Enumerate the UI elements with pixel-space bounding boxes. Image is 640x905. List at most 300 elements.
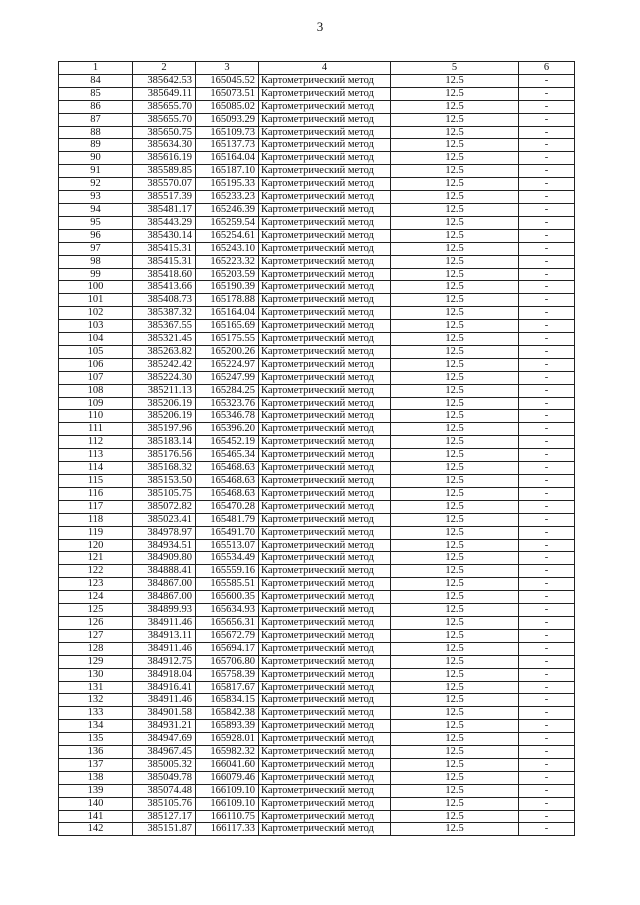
cell-point-number: 99 bbox=[59, 268, 133, 281]
table-row bbox=[59, 552, 575, 565]
table-row bbox=[59, 733, 575, 746]
cell-note: - bbox=[519, 87, 575, 100]
cell-note: - bbox=[519, 784, 575, 797]
cell-y-coordinate: 165893.39 bbox=[196, 720, 259, 733]
cell-point-number: 89 bbox=[59, 139, 133, 152]
cell-note: - bbox=[519, 604, 575, 617]
cell-point-number: 109 bbox=[59, 397, 133, 410]
table-row bbox=[59, 358, 575, 371]
cell-y-coordinate: 165243.10 bbox=[196, 242, 259, 255]
cell-x-coordinate: 384867.00 bbox=[133, 578, 196, 591]
cell-point-number: 127 bbox=[59, 629, 133, 642]
cell-accuracy: 12.5 bbox=[391, 100, 519, 113]
cell-y-coordinate: 165585.51 bbox=[196, 578, 259, 591]
table-row bbox=[59, 74, 575, 87]
cell-accuracy: 12.5 bbox=[391, 320, 519, 333]
cell-point-number: 108 bbox=[59, 384, 133, 397]
table-row bbox=[59, 771, 575, 784]
table-row bbox=[59, 591, 575, 604]
cell-note: - bbox=[519, 423, 575, 436]
cell-point-number: 122 bbox=[59, 565, 133, 578]
cell-y-coordinate: 165534.49 bbox=[196, 552, 259, 565]
cell-point-number: 106 bbox=[59, 358, 133, 371]
cell-point-number: 140 bbox=[59, 797, 133, 810]
cell-point-number: 88 bbox=[59, 126, 133, 139]
table-row bbox=[59, 513, 575, 526]
cell-y-coordinate: 165190.39 bbox=[196, 281, 259, 294]
cell-note: - bbox=[519, 720, 575, 733]
cell-accuracy: 12.5 bbox=[391, 462, 519, 475]
cell-x-coordinate: 384934.51 bbox=[133, 539, 196, 552]
cell-accuracy: 12.5 bbox=[391, 126, 519, 139]
cell-accuracy: 12.5 bbox=[391, 191, 519, 204]
cell-y-coordinate: 165468.63 bbox=[196, 462, 259, 475]
cell-accuracy: 12.5 bbox=[391, 552, 519, 565]
cell-y-coordinate: 165203.59 bbox=[196, 268, 259, 281]
column-header-2: 2 bbox=[133, 62, 196, 75]
cell-note: - bbox=[519, 152, 575, 165]
cell-note: - bbox=[519, 694, 575, 707]
cell-x-coordinate: 385183.14 bbox=[133, 436, 196, 449]
table-row bbox=[59, 242, 575, 255]
cell-x-coordinate: 385105.76 bbox=[133, 797, 196, 810]
table-row bbox=[59, 642, 575, 655]
cell-note: - bbox=[519, 707, 575, 720]
cell-note: - bbox=[519, 191, 575, 204]
cell-point-number: 139 bbox=[59, 784, 133, 797]
cell-note: - bbox=[519, 462, 575, 475]
table-row bbox=[59, 216, 575, 229]
cell-y-coordinate: 165481.79 bbox=[196, 513, 259, 526]
cell-note: - bbox=[519, 100, 575, 113]
cell-note: - bbox=[519, 410, 575, 423]
table-row bbox=[59, 694, 575, 707]
cell-note: - bbox=[519, 268, 575, 281]
cell-accuracy: 12.5 bbox=[391, 345, 519, 358]
cell-method: Картометрический метод bbox=[259, 126, 391, 139]
cell-x-coordinate: 384912.75 bbox=[133, 655, 196, 668]
cell-y-coordinate: 165200.26 bbox=[196, 345, 259, 358]
cell-method: Картометрический метод bbox=[259, 242, 391, 255]
cell-method: Картометрический метод bbox=[259, 810, 391, 823]
cell-y-coordinate: 165284.25 bbox=[196, 384, 259, 397]
cell-accuracy: 12.5 bbox=[391, 500, 519, 513]
cell-y-coordinate: 166109.10 bbox=[196, 797, 259, 810]
table-row bbox=[59, 707, 575, 720]
cell-point-number: 115 bbox=[59, 475, 133, 488]
table-row bbox=[59, 746, 575, 759]
cell-note: - bbox=[519, 565, 575, 578]
cell-x-coordinate: 385263.82 bbox=[133, 345, 196, 358]
cell-point-number: 87 bbox=[59, 113, 133, 126]
header-row bbox=[59, 62, 575, 75]
cell-method: Картометрический метод bbox=[259, 629, 391, 642]
cell-note: - bbox=[519, 797, 575, 810]
cell-accuracy: 12.5 bbox=[391, 668, 519, 681]
table-row bbox=[59, 320, 575, 333]
cell-method: Картометрический метод bbox=[259, 191, 391, 204]
cell-method: Картометрический метод bbox=[259, 294, 391, 307]
cell-point-number: 111 bbox=[59, 423, 133, 436]
cell-method: Картометрический метод bbox=[259, 152, 391, 165]
cell-y-coordinate: 165233.23 bbox=[196, 191, 259, 204]
cell-point-number: 124 bbox=[59, 591, 133, 604]
cell-accuracy: 12.5 bbox=[391, 410, 519, 423]
cell-x-coordinate: 385005.32 bbox=[133, 758, 196, 771]
cell-method: Картометрический метод bbox=[259, 74, 391, 87]
cell-x-coordinate: 385074.48 bbox=[133, 784, 196, 797]
cell-method: Картометрический метод bbox=[259, 165, 391, 178]
table-row bbox=[59, 371, 575, 384]
cell-point-number: 98 bbox=[59, 255, 133, 268]
cell-accuracy: 12.5 bbox=[391, 578, 519, 591]
cell-x-coordinate: 385206.19 bbox=[133, 410, 196, 423]
table-row bbox=[59, 475, 575, 488]
cell-x-coordinate: 384931.21 bbox=[133, 720, 196, 733]
cell-point-number: 125 bbox=[59, 604, 133, 617]
cell-accuracy: 12.5 bbox=[391, 113, 519, 126]
cell-x-coordinate: 385517.39 bbox=[133, 191, 196, 204]
cell-method: Картометрический метод bbox=[259, 487, 391, 500]
cell-note: - bbox=[519, 255, 575, 268]
cell-note: - bbox=[519, 242, 575, 255]
table-body bbox=[59, 74, 575, 835]
cell-note: - bbox=[519, 681, 575, 694]
cell-point-number: 105 bbox=[59, 345, 133, 358]
cell-x-coordinate: 384911.46 bbox=[133, 642, 196, 655]
cell-point-number: 137 bbox=[59, 758, 133, 771]
cell-x-coordinate: 385206.19 bbox=[133, 397, 196, 410]
cell-x-coordinate: 385589.85 bbox=[133, 165, 196, 178]
cell-method: Картометрический метод bbox=[259, 604, 391, 617]
cell-note: - bbox=[519, 384, 575, 397]
cell-method: Картометрический метод bbox=[259, 358, 391, 371]
cell-method: Картометрический метод bbox=[259, 642, 391, 655]
cell-method: Картометрический метод bbox=[259, 113, 391, 126]
cell-y-coordinate: 165465.34 bbox=[196, 449, 259, 462]
cell-note: - bbox=[519, 810, 575, 823]
cell-note: - bbox=[519, 165, 575, 178]
table-row bbox=[59, 294, 575, 307]
cell-method: Картометрический метод bbox=[259, 591, 391, 604]
table-row bbox=[59, 410, 575, 423]
cell-point-number: 141 bbox=[59, 810, 133, 823]
cell-accuracy: 12.5 bbox=[391, 642, 519, 655]
cell-x-coordinate: 385127.17 bbox=[133, 810, 196, 823]
cell-method: Картометрический метод bbox=[259, 281, 391, 294]
cell-x-coordinate: 385481.17 bbox=[133, 203, 196, 216]
table-row bbox=[59, 307, 575, 320]
cell-method: Картометрический метод bbox=[259, 513, 391, 526]
cell-point-number: 136 bbox=[59, 746, 133, 759]
cell-x-coordinate: 385430.14 bbox=[133, 229, 196, 242]
cell-note: - bbox=[519, 487, 575, 500]
cell-point-number: 102 bbox=[59, 307, 133, 320]
cell-x-coordinate: 385367.55 bbox=[133, 320, 196, 333]
coordinates-table bbox=[58, 61, 575, 836]
cell-method: Картометрический метод bbox=[259, 784, 391, 797]
cell-point-number: 104 bbox=[59, 333, 133, 346]
column-header-3: 3 bbox=[196, 62, 259, 75]
cell-accuracy: 12.5 bbox=[391, 294, 519, 307]
cell-x-coordinate: 385153.50 bbox=[133, 475, 196, 488]
cell-x-coordinate: 385443.29 bbox=[133, 216, 196, 229]
cell-y-coordinate: 165175.55 bbox=[196, 333, 259, 346]
cell-method: Картометрический метод bbox=[259, 436, 391, 449]
cell-x-coordinate: 384967.45 bbox=[133, 746, 196, 759]
cell-method: Картометрический метод bbox=[259, 139, 391, 152]
cell-accuracy: 12.5 bbox=[391, 513, 519, 526]
table-row bbox=[59, 397, 575, 410]
cell-y-coordinate: 165093.29 bbox=[196, 113, 259, 126]
cell-y-coordinate: 165468.63 bbox=[196, 487, 259, 500]
cell-method: Картометрический метод bbox=[259, 681, 391, 694]
cell-y-coordinate: 165085.02 bbox=[196, 100, 259, 113]
cell-x-coordinate: 385570.07 bbox=[133, 178, 196, 191]
cell-method: Картометрический метод bbox=[259, 100, 391, 113]
cell-point-number: 114 bbox=[59, 462, 133, 475]
column-header-4: 4 bbox=[259, 62, 391, 75]
table-row bbox=[59, 100, 575, 113]
cell-method: Картометрический метод bbox=[259, 410, 391, 423]
cell-note: - bbox=[519, 139, 575, 152]
cell-method: Картометрический метод bbox=[259, 423, 391, 436]
cell-accuracy: 12.5 bbox=[391, 591, 519, 604]
cell-point-number: 113 bbox=[59, 449, 133, 462]
cell-y-coordinate: 165452.19 bbox=[196, 436, 259, 449]
cell-y-coordinate: 165928.01 bbox=[196, 733, 259, 746]
cell-y-coordinate: 166041.60 bbox=[196, 758, 259, 771]
cell-point-number: 131 bbox=[59, 681, 133, 694]
table-row bbox=[59, 797, 575, 810]
table-row bbox=[59, 539, 575, 552]
cell-accuracy: 12.5 bbox=[391, 526, 519, 539]
cell-x-coordinate: 385105.75 bbox=[133, 487, 196, 500]
table-row bbox=[59, 720, 575, 733]
cell-method: Картометрический метод bbox=[259, 345, 391, 358]
cell-x-coordinate: 384916.41 bbox=[133, 681, 196, 694]
cell-note: - bbox=[519, 642, 575, 655]
cell-x-coordinate: 385642.53 bbox=[133, 74, 196, 87]
table-row bbox=[59, 255, 575, 268]
cell-point-number: 126 bbox=[59, 616, 133, 629]
table-row bbox=[59, 281, 575, 294]
cell-y-coordinate: 165672.79 bbox=[196, 629, 259, 642]
cell-method: Картометрический метод bbox=[259, 333, 391, 346]
cell-x-coordinate: 384947.69 bbox=[133, 733, 196, 746]
cell-y-coordinate: 165468.63 bbox=[196, 475, 259, 488]
cell-y-coordinate: 165834.15 bbox=[196, 694, 259, 707]
cell-method: Картометрический метод bbox=[259, 616, 391, 629]
cell-y-coordinate: 165165.69 bbox=[196, 320, 259, 333]
cell-x-coordinate: 385197.96 bbox=[133, 423, 196, 436]
cell-y-coordinate: 165109.73 bbox=[196, 126, 259, 139]
cell-accuracy: 12.5 bbox=[391, 707, 519, 720]
cell-y-coordinate: 165758.39 bbox=[196, 668, 259, 681]
table-row bbox=[59, 668, 575, 681]
cell-note: - bbox=[519, 229, 575, 242]
cell-point-number: 130 bbox=[59, 668, 133, 681]
cell-x-coordinate: 384888.41 bbox=[133, 565, 196, 578]
cell-point-number: 116 bbox=[59, 487, 133, 500]
cell-y-coordinate: 165259.54 bbox=[196, 216, 259, 229]
cell-accuracy: 12.5 bbox=[391, 771, 519, 784]
cell-note: - bbox=[519, 449, 575, 462]
cell-note: - bbox=[519, 178, 575, 191]
cell-accuracy: 12.5 bbox=[391, 255, 519, 268]
cell-note: - bbox=[519, 113, 575, 126]
table-row bbox=[59, 152, 575, 165]
cell-point-number: 103 bbox=[59, 320, 133, 333]
table-row bbox=[59, 784, 575, 797]
page-number: 3 bbox=[316, 19, 324, 34]
cell-point-number: 132 bbox=[59, 694, 133, 707]
cell-x-coordinate: 384978.97 bbox=[133, 526, 196, 539]
cell-point-number: 120 bbox=[59, 539, 133, 552]
table-row bbox=[59, 500, 575, 513]
cell-note: - bbox=[519, 758, 575, 771]
cell-y-coordinate: 165470.28 bbox=[196, 500, 259, 513]
cell-accuracy: 12.5 bbox=[391, 797, 519, 810]
cell-y-coordinate: 165247.99 bbox=[196, 371, 259, 384]
cell-method: Картометрический метод bbox=[259, 578, 391, 591]
table-row bbox=[59, 604, 575, 617]
cell-point-number: 95 bbox=[59, 216, 133, 229]
cell-x-coordinate: 384911.46 bbox=[133, 694, 196, 707]
cell-x-coordinate: 384918.04 bbox=[133, 668, 196, 681]
cell-y-coordinate: 165323.76 bbox=[196, 397, 259, 410]
cell-method: Картометрический метод bbox=[259, 384, 391, 397]
table-row bbox=[59, 268, 575, 281]
cell-method: Картометрический метод bbox=[259, 668, 391, 681]
cell-x-coordinate: 385176.56 bbox=[133, 449, 196, 462]
cell-x-coordinate: 384899.93 bbox=[133, 604, 196, 617]
table-row bbox=[59, 616, 575, 629]
cell-x-coordinate: 384901.58 bbox=[133, 707, 196, 720]
cell-point-number: 93 bbox=[59, 191, 133, 204]
cell-x-coordinate: 384913.11 bbox=[133, 629, 196, 642]
cell-accuracy: 12.5 bbox=[391, 629, 519, 642]
cell-x-coordinate: 385649.11 bbox=[133, 87, 196, 100]
cell-accuracy: 12.5 bbox=[391, 565, 519, 578]
table-row bbox=[59, 87, 575, 100]
cell-method: Картометрический метод bbox=[259, 397, 391, 410]
cell-y-coordinate: 165187.10 bbox=[196, 165, 259, 178]
table-row bbox=[59, 384, 575, 397]
cell-method: Картометрический метод bbox=[259, 203, 391, 216]
cell-x-coordinate: 385616.19 bbox=[133, 152, 196, 165]
cell-y-coordinate: 166109.10 bbox=[196, 784, 259, 797]
cell-point-number: 101 bbox=[59, 294, 133, 307]
cell-accuracy: 12.5 bbox=[391, 165, 519, 178]
cell-x-coordinate: 385321.45 bbox=[133, 333, 196, 346]
cell-y-coordinate: 165246.39 bbox=[196, 203, 259, 216]
cell-note: - bbox=[519, 823, 575, 836]
cell-point-number: 128 bbox=[59, 642, 133, 655]
cell-accuracy: 12.5 bbox=[391, 655, 519, 668]
cell-y-coordinate: 165164.04 bbox=[196, 307, 259, 320]
cell-method: Картометрический метод bbox=[259, 797, 391, 810]
cell-point-number: 121 bbox=[59, 552, 133, 565]
cell-note: - bbox=[519, 629, 575, 642]
cell-note: - bbox=[519, 526, 575, 539]
cell-accuracy: 12.5 bbox=[391, 307, 519, 320]
cell-accuracy: 12.5 bbox=[391, 539, 519, 552]
cell-x-coordinate: 385418.60 bbox=[133, 268, 196, 281]
cell-y-coordinate: 165982.32 bbox=[196, 746, 259, 759]
cell-method: Картометрический метод bbox=[259, 178, 391, 191]
cell-method: Картометрический метод bbox=[259, 268, 391, 281]
cell-accuracy: 12.5 bbox=[391, 423, 519, 436]
cell-y-coordinate: 165178.88 bbox=[196, 294, 259, 307]
cell-note: - bbox=[519, 733, 575, 746]
cell-note: - bbox=[519, 358, 575, 371]
cell-accuracy: 12.5 bbox=[391, 216, 519, 229]
cell-method: Картометрический метод bbox=[259, 694, 391, 707]
table-row bbox=[59, 165, 575, 178]
cell-accuracy: 12.5 bbox=[391, 371, 519, 384]
cell-method: Картометрический метод bbox=[259, 771, 391, 784]
cell-point-number: 97 bbox=[59, 242, 133, 255]
cell-point-number: 91 bbox=[59, 165, 133, 178]
cell-point-number: 138 bbox=[59, 771, 133, 784]
cell-method: Картометрический метод bbox=[259, 655, 391, 668]
cell-method: Картометрический метод bbox=[259, 87, 391, 100]
cell-method: Картометрический метод bbox=[259, 475, 391, 488]
cell-accuracy: 12.5 bbox=[391, 268, 519, 281]
cell-accuracy: 12.5 bbox=[391, 152, 519, 165]
column-header-5: 5 bbox=[391, 62, 519, 75]
table-row bbox=[59, 526, 575, 539]
cell-method: Картометрический метод bbox=[259, 539, 391, 552]
cell-accuracy: 12.5 bbox=[391, 758, 519, 771]
cell-note: - bbox=[519, 668, 575, 681]
cell-x-coordinate: 385387.32 bbox=[133, 307, 196, 320]
cell-method: Картометрический метод bbox=[259, 449, 391, 462]
cell-y-coordinate: 165045.52 bbox=[196, 74, 259, 87]
cell-accuracy: 12.5 bbox=[391, 203, 519, 216]
cell-point-number: 135 bbox=[59, 733, 133, 746]
cell-point-number: 85 bbox=[59, 87, 133, 100]
cell-x-coordinate: 385655.70 bbox=[133, 100, 196, 113]
column-header-6: 6 bbox=[519, 62, 575, 75]
cell-x-coordinate: 385049.78 bbox=[133, 771, 196, 784]
cell-point-number: 142 bbox=[59, 823, 133, 836]
table-row bbox=[59, 823, 575, 836]
table-row bbox=[59, 681, 575, 694]
cell-y-coordinate: 165600.35 bbox=[196, 591, 259, 604]
cell-note: - bbox=[519, 655, 575, 668]
cell-accuracy: 12.5 bbox=[391, 604, 519, 617]
cell-y-coordinate: 165164.04 bbox=[196, 152, 259, 165]
cell-x-coordinate: 385413.66 bbox=[133, 281, 196, 294]
cell-accuracy: 12.5 bbox=[391, 397, 519, 410]
cell-y-coordinate: 165223.32 bbox=[196, 255, 259, 268]
cell-note: - bbox=[519, 578, 575, 591]
cell-x-coordinate: 385072.82 bbox=[133, 500, 196, 513]
table-row bbox=[59, 810, 575, 823]
cell-note: - bbox=[519, 475, 575, 488]
cell-point-number: 96 bbox=[59, 229, 133, 242]
table-row bbox=[59, 126, 575, 139]
cell-x-coordinate: 385224.30 bbox=[133, 371, 196, 384]
table-row bbox=[59, 487, 575, 500]
cell-method: Картометрический метод bbox=[259, 720, 391, 733]
cell-point-number: 133 bbox=[59, 707, 133, 720]
cell-accuracy: 12.5 bbox=[391, 475, 519, 488]
cell-x-coordinate: 385211.13 bbox=[133, 384, 196, 397]
cell-point-number: 119 bbox=[59, 526, 133, 539]
